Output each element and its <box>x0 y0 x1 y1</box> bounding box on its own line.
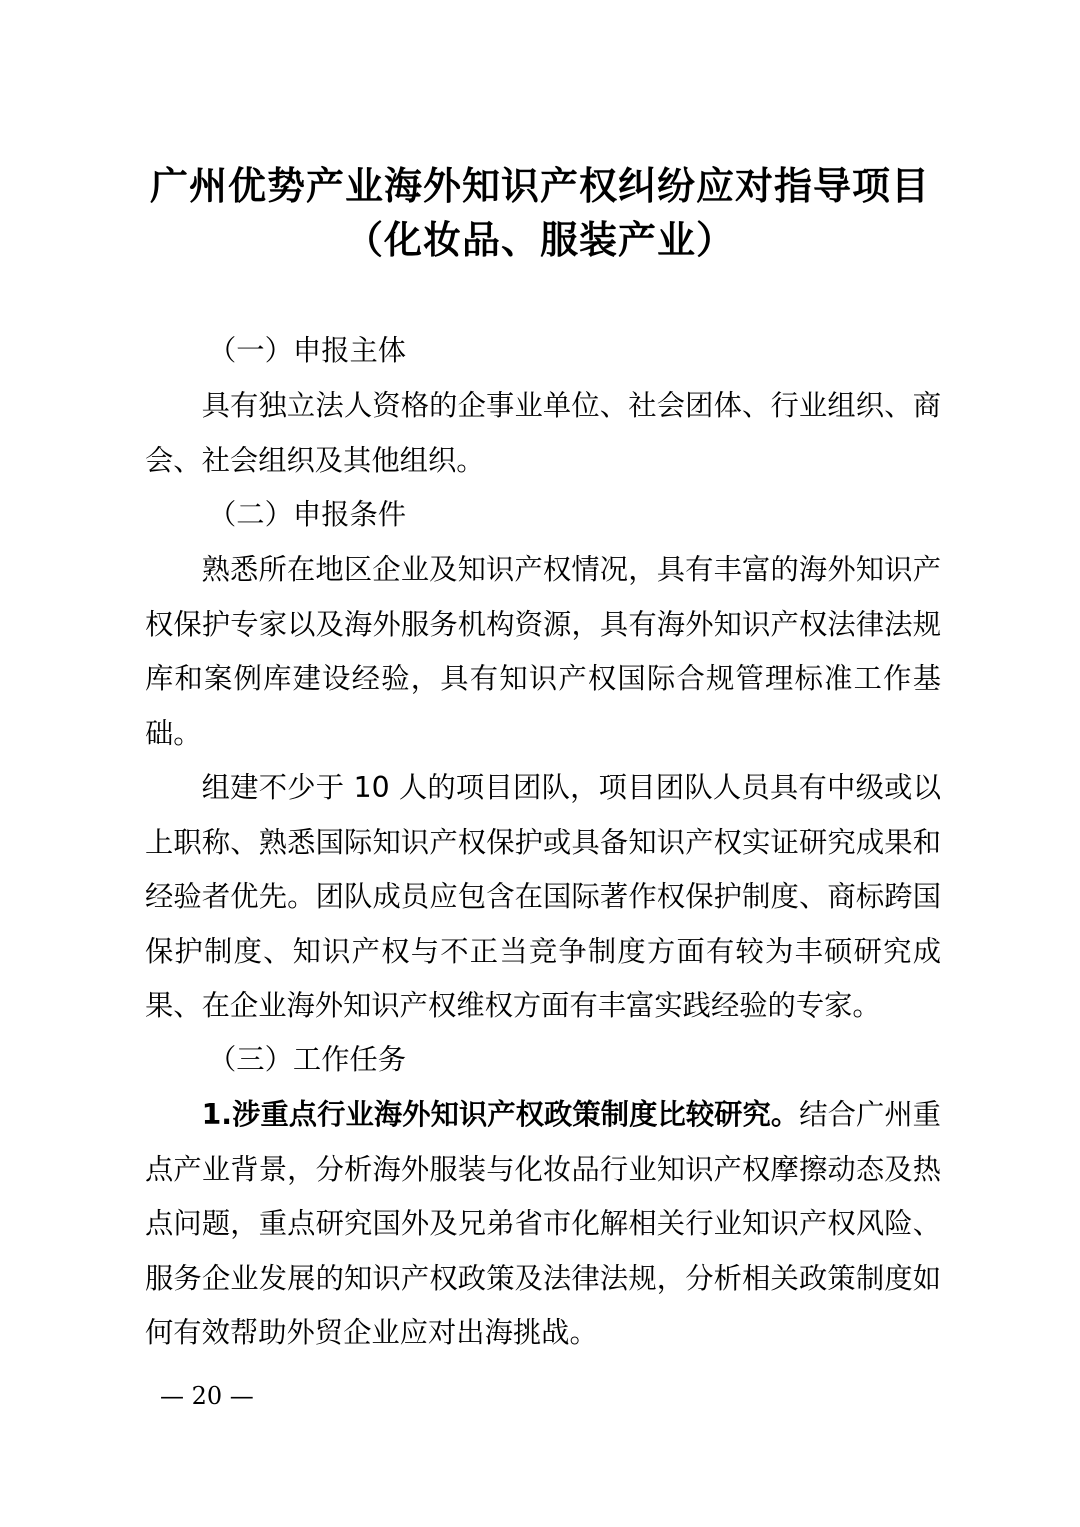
section-paragraph-task-1 <box>145 1088 941 1361</box>
task-1-body: 结合广州重点产业背景，分析海外服装与化妆品行业知识产权摩擦动态及热点问题，重点研究国外及兄弟省市化解相关行业知识产权风险、服务企业发展的知识产权政策及法律法规，分析相关政策制度如何有效帮助外贸企业应对出海挑战。 <box>145 1098 941 1349</box>
section-heading-conditions: （二）申报条件 <box>208 498 407 531</box>
section-heading-tasks: （三）工作任务 <box>208 1043 407 1076</box>
page-number: — 20 — <box>160 1382 254 1410</box>
document-title-line2: （化妆品、服装产业） <box>344 217 735 262</box>
section-paragraph-conditions-2: 组建不少于 10 人的项目团队，项目团队人员具有中级或以上职称、熟悉国际知识产权保护或具备知识产权实证研究成果和经验者优先。团队成员应包含在国际著作权保护制度、商标跨国保护制度、知识产权与不正当竞争制度方面有较为丰硕研究成果、在企业海外知识产权维权方面有丰富实践经验的专家。 <box>145 771 941 1022</box>
section-heading-applicant: （一）申报主体 <box>208 334 407 367</box>
section-paragraph-applicant: 具有独立法人资格的企事业单位、社会团体、行业组织、商会、社会组织及其他组织。 <box>145 389 941 477</box>
document-title-line1: 广州优势产业海外知识产权纠纷应对指导项目 <box>149 163 930 208</box>
section-paragraph-conditions-1: 熟悉所在地区企业及知识产权情况，具有丰富的海外知识产权保护专家以及海外服务机构资源，具有海外知识产权法律法规库和案例库建设经验，具有知识产权国际合规管理标准工作基础。 <box>145 553 941 750</box>
task-1-lead: 1.涉重点行业海外知识产权政策制度比较研究。 <box>201 1098 800 1131</box>
